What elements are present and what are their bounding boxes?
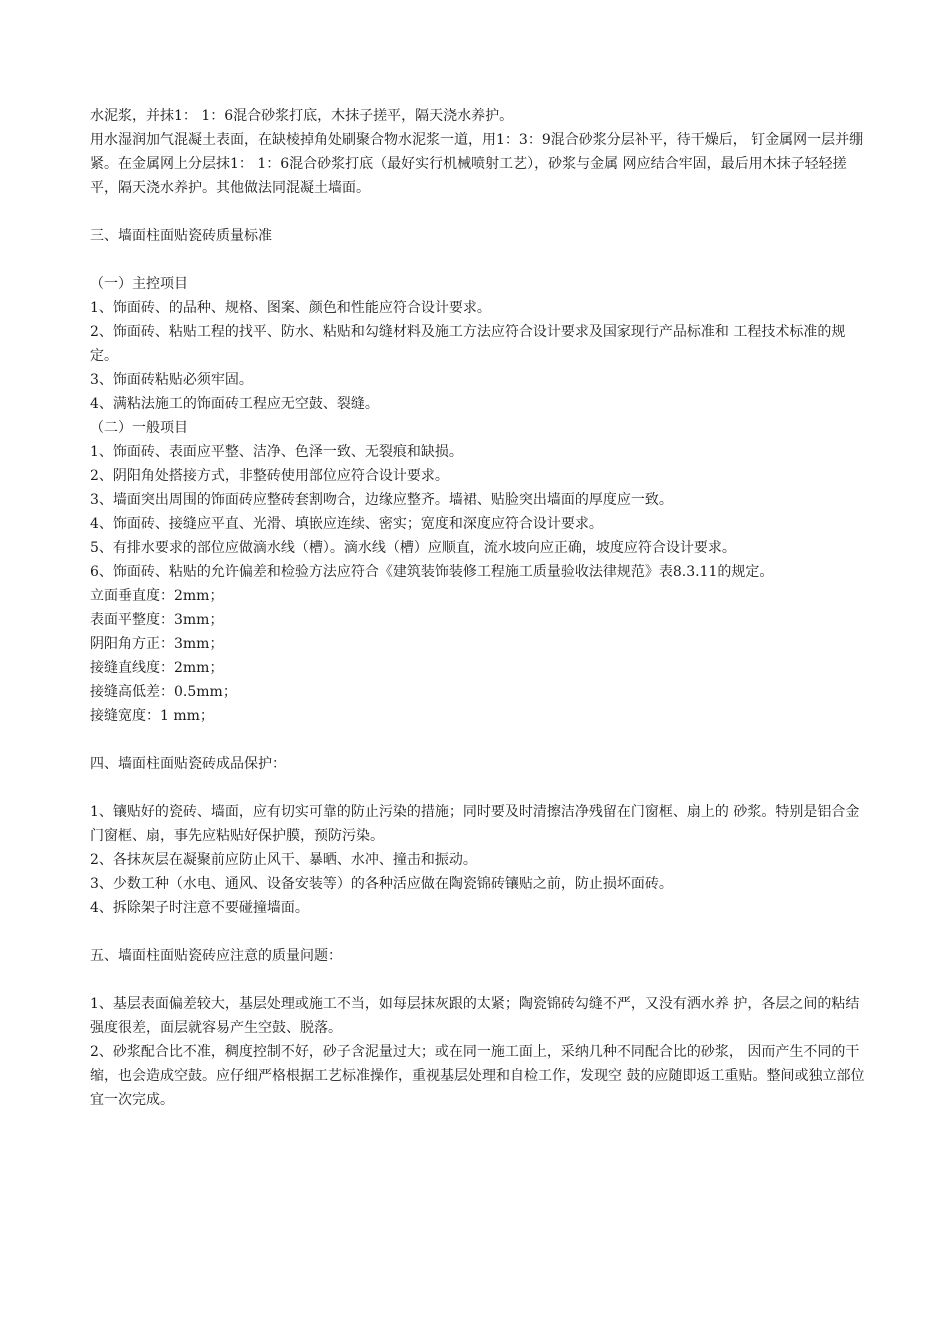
list-item: 1、基层表面偏差较大，基层处理或施工不当，如每层抹灰跟的太紧；陶瓷锦砖勾缝不严，又没有洒水养 护，各层之间的粘结强度很差，面层就容易产生空鼓、脱落。 bbox=[90, 996, 860, 1036]
list-item: 4、拆除架子时注意不要碰撞墙面。 bbox=[90, 900, 309, 916]
list-item: 3、饰面砖粘贴必须牢固。 bbox=[90, 372, 253, 388]
blank-line bbox=[90, 728, 870, 752]
document-body bbox=[90, 104, 870, 1112]
list-item: 2、阴阳角处搭接方式，非整砖使用部位应符合设计要求。 bbox=[90, 468, 449, 484]
list-item: 2、饰面砖、粘贴工程的找平、防水、粘贴和勾缝材料及施工方法应符合设计要求及国家现行产品标准和 工程技术标准的规定。 bbox=[90, 324, 846, 364]
list-item: 2、砂浆配合比不准，稠度控制不好，砂子含泥量过大；或在同一施工面上，采纳几种不同配合比的砂浆， 因而产生不同的干缩，也会造成空鼓。应仔细严格根据工艺标准操作，重视基层处理和自检工作，发现空 鼓的应随即返工重贴。整间或独立部位宜一次完成。 bbox=[90, 1044, 865, 1108]
blank-line bbox=[90, 248, 870, 272]
list-item: 1、饰面砖、的品种、规格、图案、颜色和性能应符合设计要求。 bbox=[90, 300, 491, 316]
blank-line bbox=[90, 200, 870, 224]
list-item: 3、少数工种（水电、通风、设备安装等）的各种活应做在陶瓷锦砖镶贴之前，防止损坏面砖。 bbox=[90, 876, 673, 892]
blank-line bbox=[90, 920, 870, 944]
blank-line bbox=[90, 776, 870, 800]
blank-line bbox=[90, 968, 870, 992]
section-heading-3: 三、墙面柱面贴瓷砖质量标准 bbox=[90, 228, 272, 244]
paragraph: 用水湿润加气混凝土表面，在缺棱掉角处刷聚合物水泥浆一道，用1：3：9混合砂浆分层补平，待干燥后， 钉金属网一层并绷紧。在金属网上分层抹1： 1：6混合砂浆打底（最好实行机械喷射工艺），砂浆与金属 网应结合牢固，最后用木抹子轻轻搓平，隔天浇水养护。其他做法同混凝土墙面。 bbox=[90, 132, 864, 196]
subsection-heading: （二）一般项目 bbox=[90, 420, 188, 436]
list-item: 5、有排水要求的部位应做滴水线（槽）。滴水线（槽）应顺直，流水坡向应正确，坡度应符合设计要求。 bbox=[90, 540, 736, 556]
list-item: 4、满粘法施工的饰面砖工程应无空鼓、裂缝。 bbox=[90, 396, 379, 412]
list-item: 4、饰面砖、接缝应平直、光滑、填嵌应连续、密实；宽度和深度应符合设计要求。 bbox=[90, 516, 603, 532]
list-item: 3、墙面突出周围的饰面砖应整砖套割吻合，边缘应整齐。墙裙、贴脸突出墙面的厚度应一致。 bbox=[90, 492, 673, 508]
tolerance-item: 表面平整度：3mm； bbox=[90, 612, 224, 628]
list-item: 2、各抹灰层在凝聚前应防止风干、暴晒、水冲、撞击和振动。 bbox=[90, 852, 477, 868]
section-heading-5: 五、墙面柱面贴瓷砖应注意的质量问题： bbox=[90, 948, 342, 964]
section-heading-4: 四、墙面柱面贴瓷砖成品保护： bbox=[90, 756, 286, 772]
tolerance-item: 立面垂直度：2mm； bbox=[90, 588, 224, 604]
list-item: 1、镶贴好的瓷砖、墙面，应有切实可靠的防止污染的措施；同时要及时清擦洁净残留在门窗框、扇上的 砂浆。特别是铝合金门窗框、扇，事先应粘贴好保护膜，预防污染。 bbox=[90, 804, 860, 844]
list-item: 6、饰面砖、粘贴的允许偏差和检验方法应符合《建筑装饰装修工程施工质量验收法律规范》表8.3.11的规定。 bbox=[90, 564, 774, 580]
tolerance-item: 接缝高低差：0.5mm； bbox=[90, 684, 237, 700]
paragraph: 水泥浆，并抹1： 1：6混合砂浆打底，木抹子搓平，隔天浇水养护。 bbox=[90, 108, 514, 124]
tolerance-item: 阴阳角方正：3mm； bbox=[90, 636, 224, 652]
list-item: 1、饰面砖、表面应平整、洁净、色泽一致、无裂痕和缺损。 bbox=[90, 444, 463, 460]
subsection-heading: （一）主控项目 bbox=[90, 276, 188, 292]
tolerance-item: 接缝直线度：2mm； bbox=[90, 660, 224, 676]
tolerance-item: 接缝宽度：1 mm； bbox=[90, 708, 214, 724]
